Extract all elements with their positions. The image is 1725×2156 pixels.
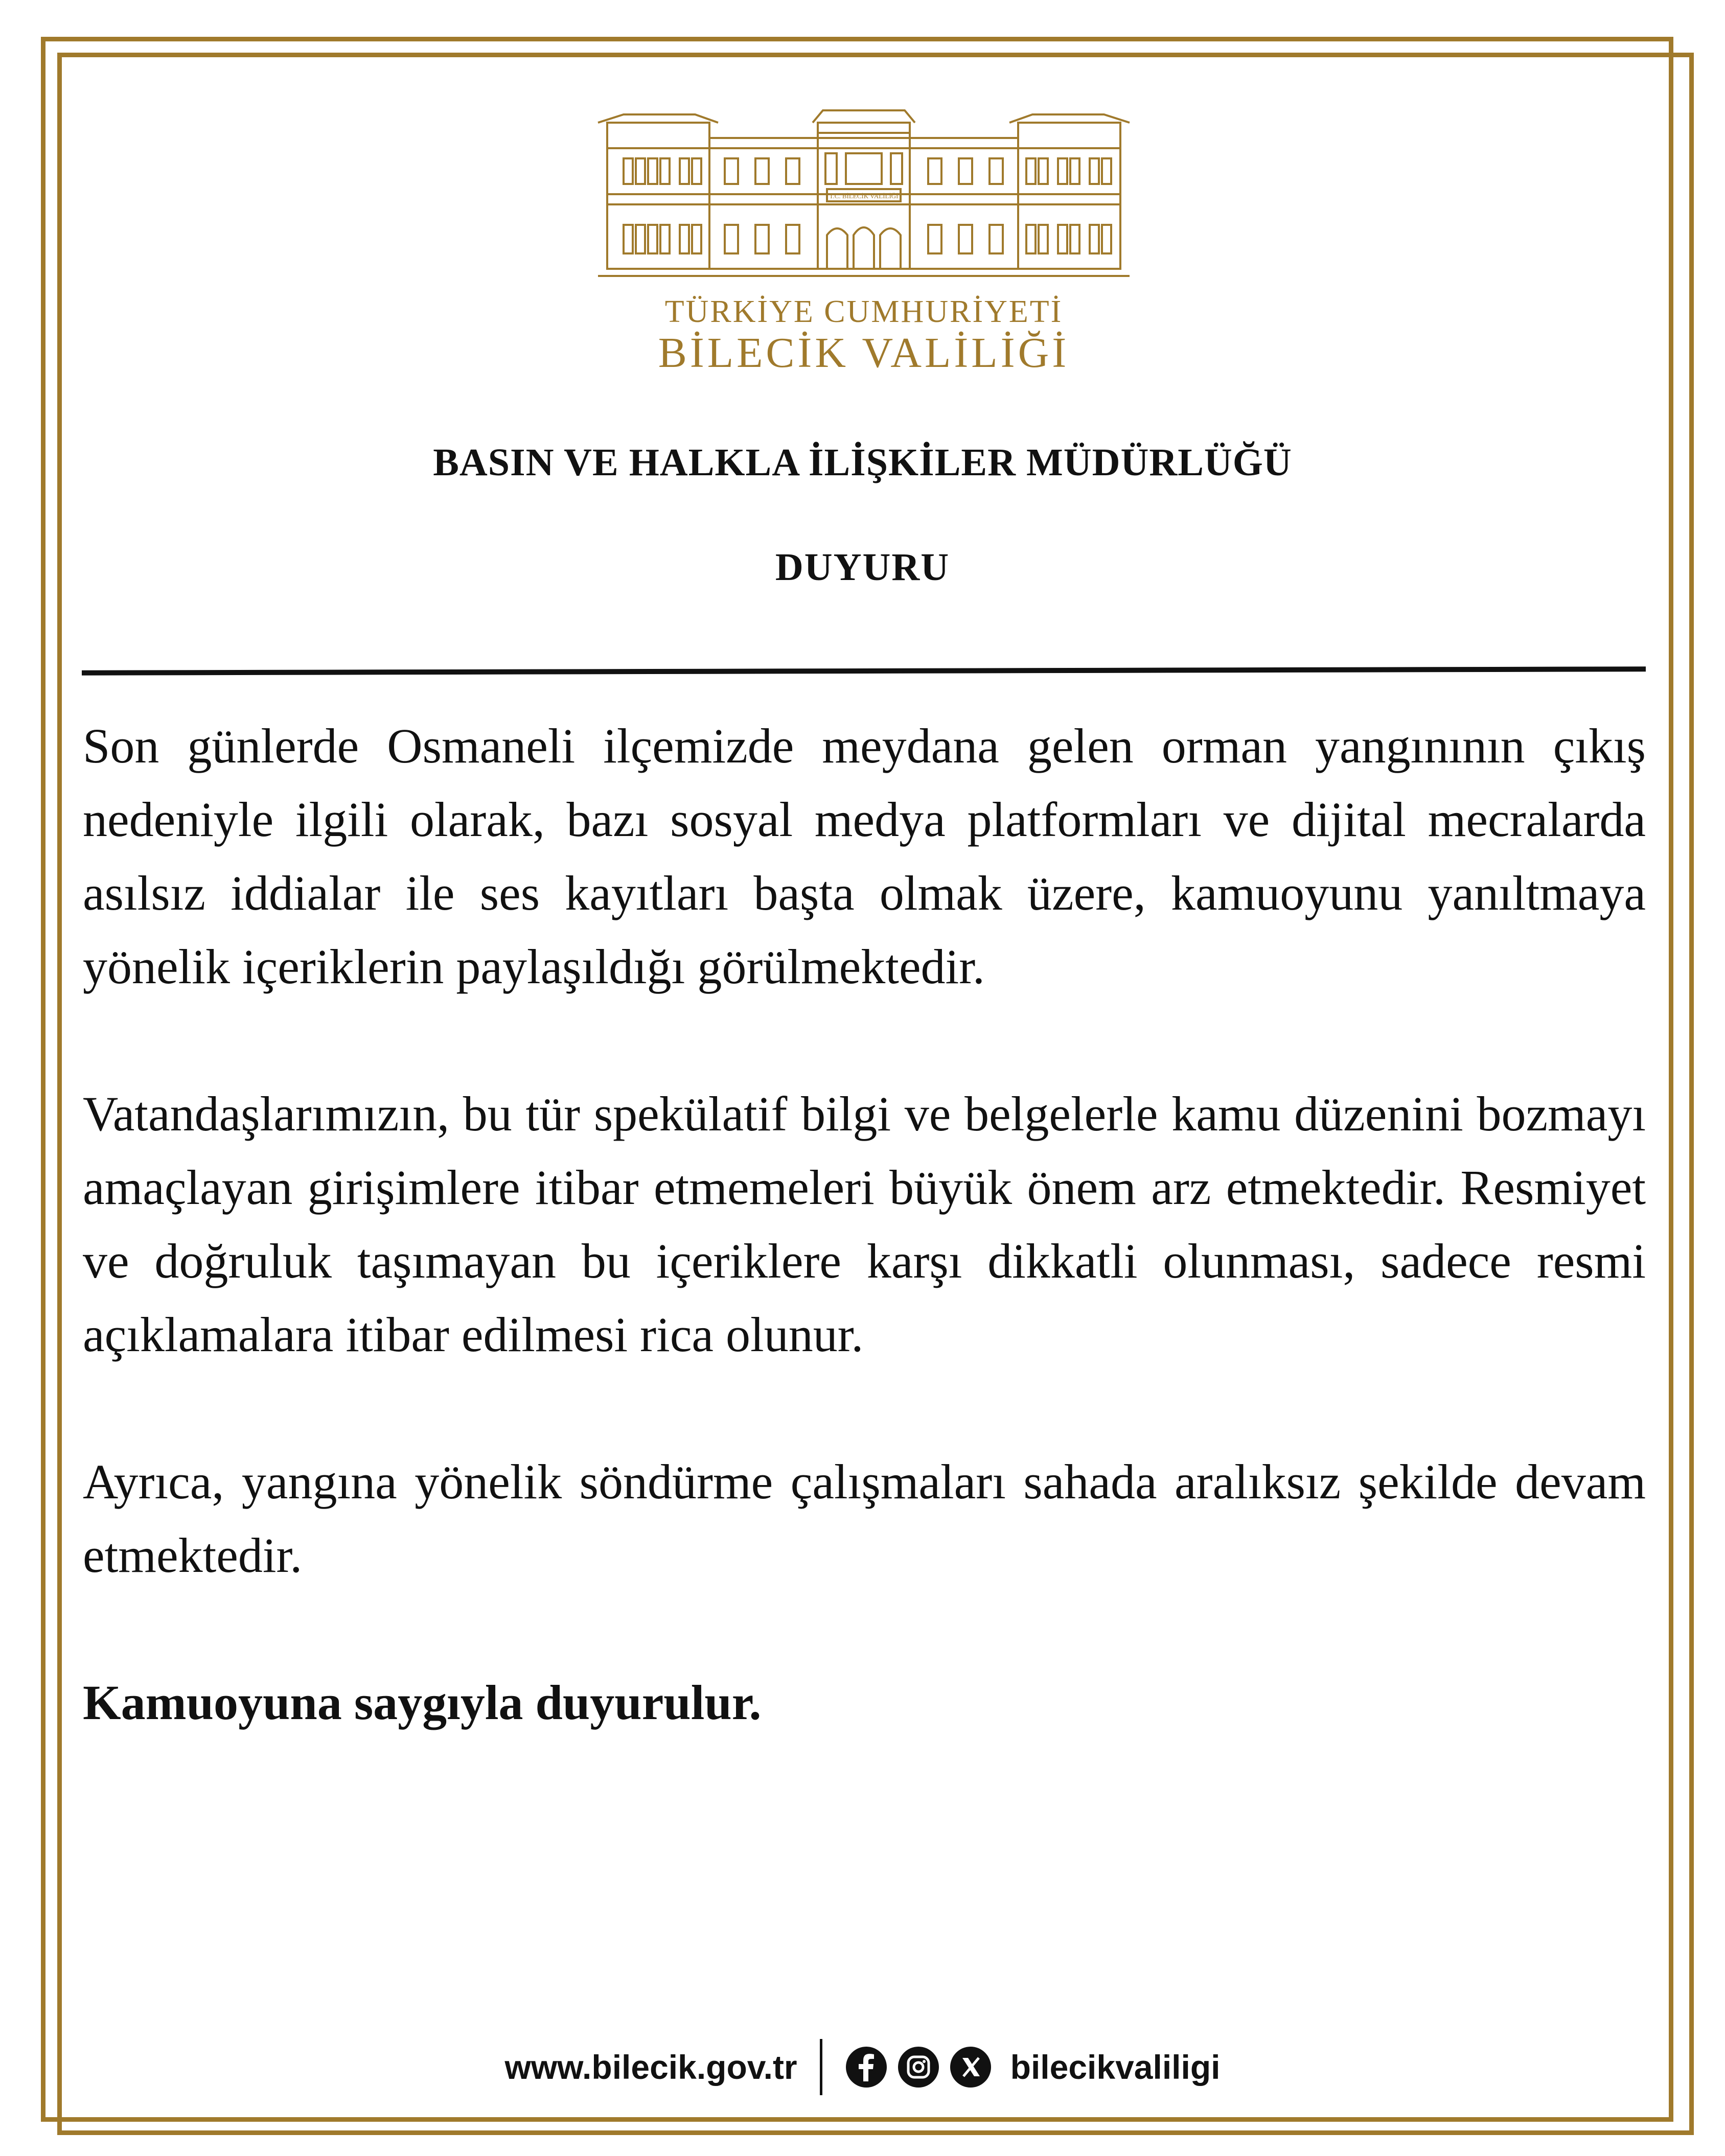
x-icon[interactable] xyxy=(949,2046,992,2089)
paragraph-2: Vatandaşlarımızın, bu tür spekülatif bilgi ve belgelerle kamu düzenini bozmayı amaçlayan girişimlere itibar etmemeleri büyük önem arz etmektedir. Resmiyet ve doğruluk taşımayan bu içeriklere karşı dikkatli olunması, sadece resmi açıklamalara itibar edilmesi rica olunur. xyxy=(83,1086,1646,1362)
governorship-logo xyxy=(593,107,1135,377)
website-link[interactable]: www.bilecik.gov.tr xyxy=(504,2048,797,2086)
paragraph-3: Ayrıca, yangına yönelik söndürme çalışmaları sahada aralıksız şekilde devam etmektedir. xyxy=(83,1454,1646,1583)
footer-separator xyxy=(820,2039,822,2095)
footer xyxy=(0,2036,1725,2098)
social-handle[interactable]: bilecikvaliligi xyxy=(1010,2048,1221,2086)
government-building-icon xyxy=(593,107,1135,291)
document-title: DUYURU xyxy=(775,546,950,589)
building-sign: T.C. BİLECİK VALİLİĞİ xyxy=(829,192,899,200)
facebook-icon[interactable] xyxy=(845,2046,888,2089)
instagram-icon[interactable] xyxy=(897,2046,940,2089)
department-heading: BASIN VE HALKLA İLİŞKİLER MÜDÜRLÜĞÜ xyxy=(433,441,1292,484)
logo-country-text: TÜRKİYE CUMHURİYETİ xyxy=(664,294,1063,329)
announcement-body xyxy=(83,709,1646,1813)
paragraph-1: Son günlerde Osmaneli ilçemizde meydana gelen orman yangınının çıkış nedeniyle ilgili olarak, bazı sosyal medya platformları ve dijital mecralarda asılsız iddialar ile ses kayıtları başta olmak üzere, kamuoyunu yanıltmaya yönelik içeriklerin paylaşıldığı görülmektedir. xyxy=(83,718,1646,994)
logo-governorship-text: BİLECİK VALİLİĞİ xyxy=(658,329,1070,377)
closing-statement: Kamuoyuna saygıyla duyurulur. xyxy=(83,1675,762,1730)
